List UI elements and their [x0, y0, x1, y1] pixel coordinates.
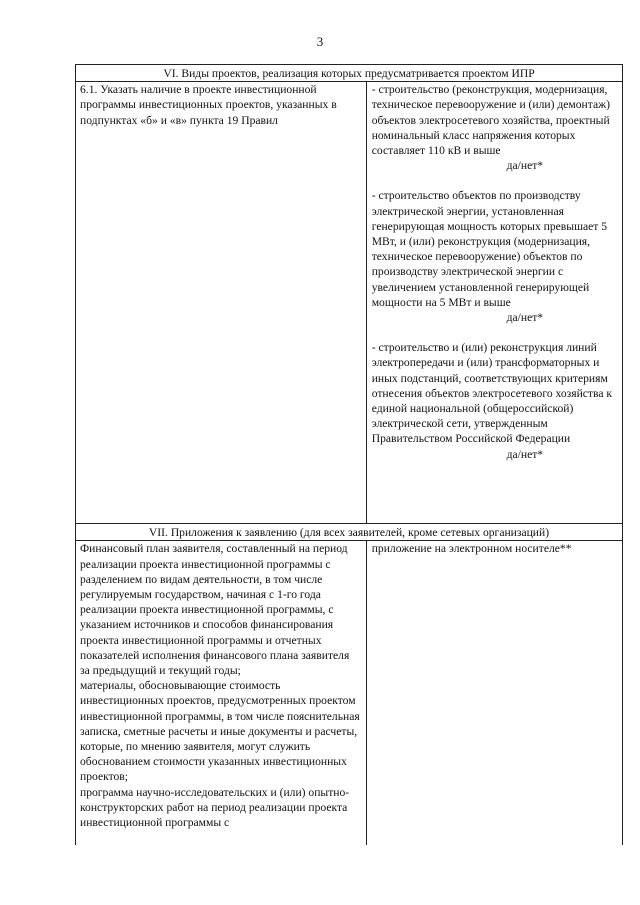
section-6-heading: VI. Виды проектов, реализация которых предусматривается проектом ИПР: [76, 65, 623, 82]
page-number: 3: [316, 34, 324, 49]
option-generation-answer: да/нет*: [506, 311, 544, 325]
section-7-attachment: приложение на электронном носителе**: [366, 541, 622, 846]
option-national-grid: - строительство и (или) реконструкция линий электропередачи и (или) трансформаторных и иных подстанций, соответствующих критериям отнесения объектов электросетевого хозяйства к единой национальной (общероссийской) электрической сети, утвержденным Правительством Российской Федерации: [371, 341, 612, 446]
section-7-header-row: [76, 524, 623, 541]
spacer: [372, 325, 618, 340]
option-generation-5mw: - строительство объектов по производству электрической энергии, установленная генерирующая мощность которых превышает 5 МВт, и (или) реконструкция (модернизация, техническое перевооружение) объектов по производству электрической энергии с увеличением установленной генерирующей мощности на 5 МВт и выше: [371, 189, 608, 309]
option-power-grid-110kv: - строительство (реконструкция, модернизация, техническое перевооружение и (или) демонтаж) объектов электросетевого хозяйства, проектный номинальный класс напряжения которых составляет 110 кВ и выше: [371, 83, 610, 158]
section-7-heading: VII. Приложения к заявлению (для всех заявителей, кроме сетевых организаций): [76, 524, 623, 541]
section-7-items: [76, 541, 367, 846]
section-6-row: [76, 82, 623, 524]
item-cost-materials: материалы, обосновывающие стоимость инвестиционных проектов, предусмотренных проектом инвестиционной программы, в том числе пояснительная записка, сметные расчеты и иные документы и расчеты, которые, по мнению заявителя, могут служить обоснованием стоимости указанных инвестиционных проектов;: [80, 679, 360, 784]
spacer: [372, 173, 618, 188]
section-7-row: [76, 541, 623, 846]
section-6-options: [366, 82, 622, 524]
application-table: [75, 64, 623, 845]
option-national-grid-answer: да/нет*: [506, 447, 544, 461]
option-power-grid-answer: да/нет*: [506, 159, 544, 173]
section-6-header-row: [76, 65, 623, 82]
item-financial-plan: Финансовый план заявителя, составленный на период реализации проекта инвестиционной программы с разделением по видам деятельности, в том числе регулируемым государством, начиная с 1-го года реализации проекта инвестиционной программы, с указанием источников и способов финансирования проекта инвестиционной программы и отчетных показателей исполнения финансового плана заявителя за предыдущий и текущий годы;: [80, 542, 350, 678]
section-6-question: 6.1. Указать наличие в проекте инвестиционной программы инвестиционных проектов, указанных в подпунктах «б» и «в» пункта 19 Правил: [76, 82, 367, 524]
item-rnd-program: программа научно-исследовательских и (или) опытно-конструкторских работ на период реализации проекта инвестиционной программы с: [80, 785, 350, 830]
